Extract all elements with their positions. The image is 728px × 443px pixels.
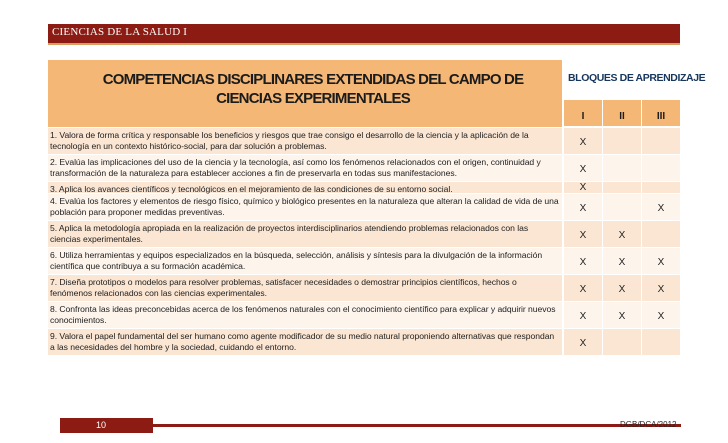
table-row: [48, 302, 680, 328]
bloque-iii-mark: [642, 128, 680, 154]
bloque-i-mark: X: [564, 221, 602, 247]
table-row: [48, 248, 680, 274]
bloque-i-mark: X: [564, 155, 602, 181]
footer-page-box: [60, 418, 153, 433]
competencia-text: 4. Evalúa los factores y elementos de riesgo físico, químico y biológico presentes en la naturaleza que alteran la calidad de vida de una población para proponer medidas preventivas.: [48, 194, 562, 220]
bloque-ii-mark: X: [603, 275, 641, 301]
bloque-ii-mark: X: [603, 248, 641, 274]
table-row: [48, 275, 680, 301]
bloque-ii-mark: [603, 329, 641, 355]
bloque-ii-header: II: [603, 100, 641, 126]
bloque-i-mark: X: [564, 128, 602, 154]
bloque-iii-mark: X: [642, 302, 680, 328]
bloque-i-mark: X: [564, 329, 602, 355]
page-number: 10: [96, 420, 107, 430]
bloque-i-mark: X: [564, 302, 602, 328]
bloque-iii-mark: [642, 221, 680, 247]
bloque-i-mark: X: [564, 182, 602, 193]
bloque-iii-mark: X: [642, 194, 680, 220]
competencia-text: 2. Evalúa las implicaciones del uso de la ciencia y la tecnología, así como los fenómenos relacionados con el origen, continuidad y transformación de la naturaleza para establecer acciones a fin de preservarla en todas sus manifestaciones.: [48, 155, 562, 181]
table-row: [48, 128, 680, 154]
competencia-text: 9. Valora el papel fundamental del ser humano como agente modificador de su medio natural proponiendo alternativas que respondan a las necesidades del hombre y la sociedad, cuidando el entorno.: [48, 329, 562, 355]
bloque-ii-mark: [603, 155, 641, 181]
bloque-ii-mark: [603, 128, 641, 154]
competencia-text: 1. Valora de forma crítica y responsable los beneficios y riesgos que trae consigo el desarrollo de la ciencia y la aplicación de la tecnología en un contexto histórico-social, para dar solución a problemas.: [48, 128, 562, 154]
competencia-text: 7. Diseña prototipos o modelos para resolver problemas, satisfacer necesidades o demostrar principios científicos, hechos o fenómenos relacionados con las ciencias experimentales.: [48, 275, 562, 301]
competencia-text: 3. Aplica los avances científicos y tecnológicos en el mejoramiento de las condiciones de su entorno social.: [48, 182, 562, 193]
bloque-ii-mark: X: [603, 302, 641, 328]
bloque-i-mark: X: [564, 248, 602, 274]
competencia-text: 5. Aplica la metodología apropiada en la realización de proyectos interdisciplinarios atendiendo problemas relacionados con las ciencias experimentales.: [48, 221, 562, 247]
table-row: [48, 182, 680, 193]
bloque-iii-mark: [642, 155, 680, 181]
table-row: [48, 194, 680, 220]
header-bar: [48, 24, 680, 45]
bloque-iii-mark: [642, 329, 680, 355]
competencias-table: [48, 60, 706, 380]
table-row: [48, 221, 680, 247]
footer-rule: [153, 424, 681, 427]
bloque-iii-mark: X: [642, 275, 680, 301]
bloques-numerals: [564, 100, 680, 126]
bloque-i-mark: X: [564, 275, 602, 301]
bloque-iii-header: III: [642, 100, 680, 126]
competencia-text: 6. Utiliza herramientas y equipos especializados en la búsqueda, selección, análisis y síntesis para la divulgación de la información científica que contribuya a su formación académica.: [48, 248, 562, 274]
bloque-iii-mark: [642, 182, 680, 193]
table-title: COMPETENCIAS DISCIPLINARES EXTENDIDAS DEL CAMPO DE CIENCIAS EXPERIMENTALES: [102, 71, 524, 107]
bloque-i-mark: X: [564, 194, 602, 220]
bloques-header-cell: [564, 60, 706, 98]
table-row: [48, 155, 680, 181]
bloques-header: BLOQUES DE APRENDIZAJE: [568, 72, 706, 84]
bloque-ii-mark: X: [603, 221, 641, 247]
table-title-cell: [48, 60, 562, 127]
bloque-i-header: I: [564, 100, 602, 126]
bloque-ii-mark: [603, 182, 641, 193]
footer-code: DGB/DCA/2012: [620, 420, 677, 429]
table-row: [48, 329, 680, 355]
competencia-text: 8. Confronta las ideas preconcebidas acerca de los fenómenos naturales con el conocimiento científico para explicar y adquirir nuevos conocimientos.: [48, 302, 562, 328]
bloque-ii-mark: [603, 194, 641, 220]
bloque-iii-mark: X: [642, 248, 680, 274]
header-title: CIENCIAS DE LA SALUD I: [52, 26, 188, 38]
